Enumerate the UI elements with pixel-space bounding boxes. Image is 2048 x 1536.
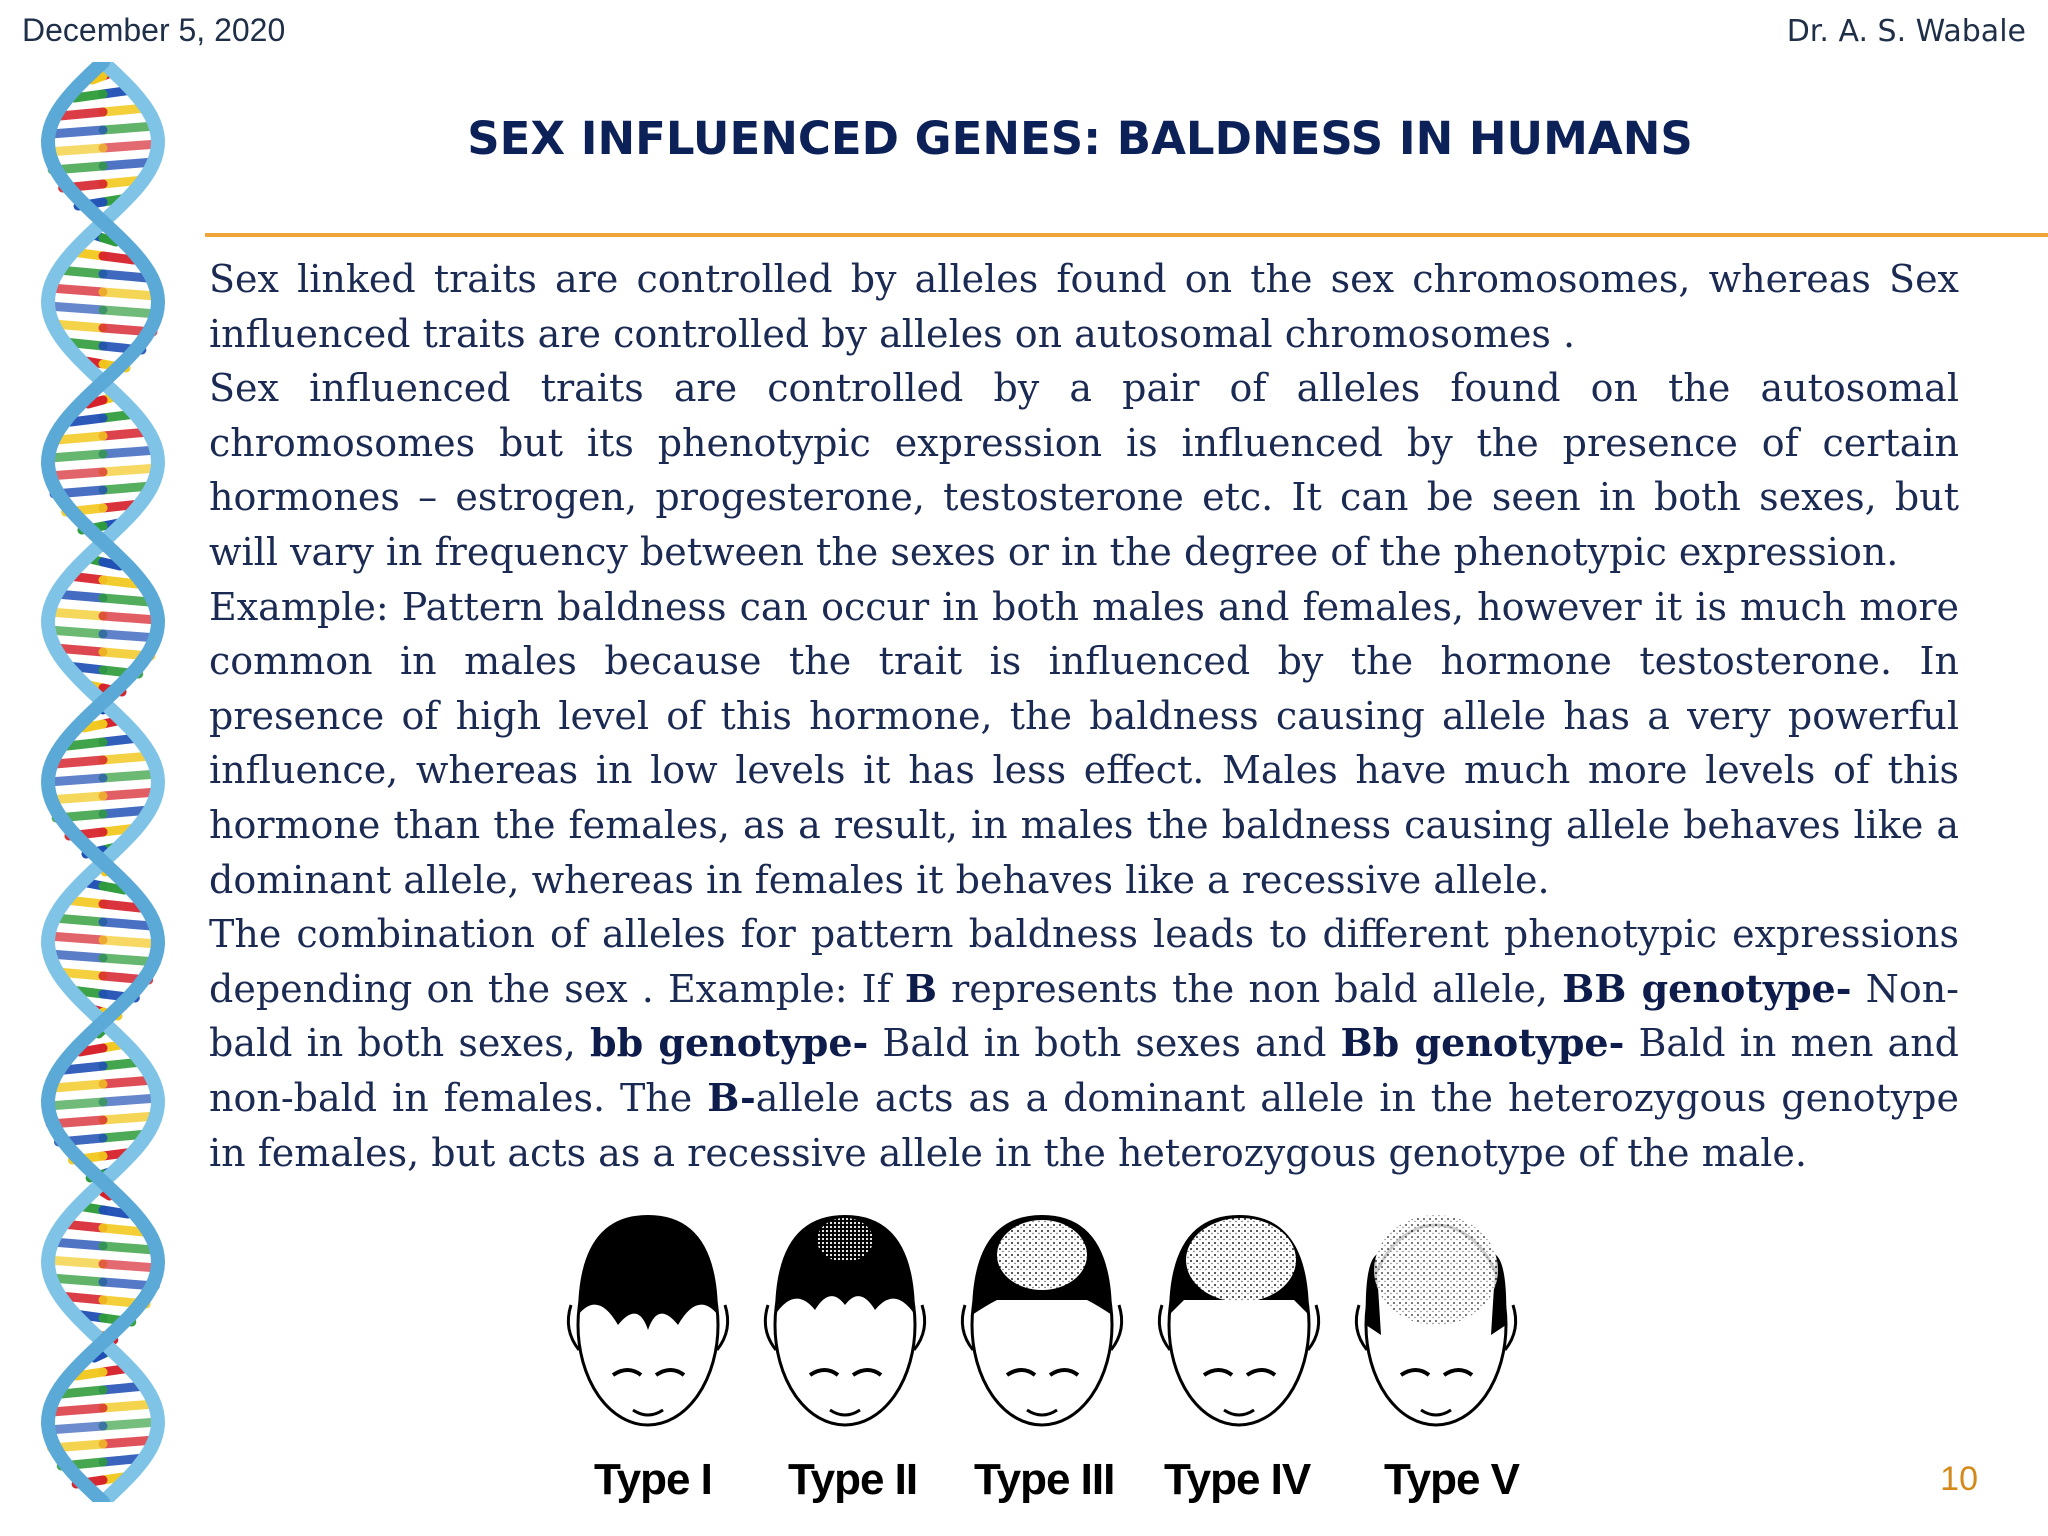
title-divider	[205, 233, 2048, 237]
header-date: December 5, 2020	[22, 12, 286, 48]
type-label-4: Type IV	[1164, 1455, 1311, 1504]
dna-helix-image	[28, 62, 178, 1502]
header-author: Dr. A. S. Wabale	[1786, 14, 2026, 49]
p4-text-2: represents the non bald allele,	[936, 966, 1563, 1011]
paragraph-1: Sex linked traits are controlled by alleles found on the sex chromosomes, whereas Sex influenced traits are controlled by alleles on autosomal chromosomes .	[209, 257, 1959, 356]
page-number: 10	[1940, 1460, 1978, 1498]
type-label-2: Type II	[788, 1455, 918, 1504]
p4-bold-3: bb genotype-	[590, 1020, 869, 1066]
p4-text-5: Bald in men and non-bald in females. The	[209, 1021, 1960, 1120]
paragraph-2: Sex influenced traits are controlled by a pair of alleles found on the autosomal chromosomes but its phenotypic expression is influenced by the presence of certain hormones – estrogen, progesterone, testosterone etc. It can be seen in both sexes, but will vary in frequency between the sexes or in the degree of the phenotypic expression.	[209, 366, 1959, 574]
p4-text-1: The combination of alleles for pattern baldness leads to different phenotypic expressions depending on the sex . Example: If	[209, 912, 1959, 1011]
type-label-5: Type V	[1384, 1455, 1520, 1504]
head-type-2	[765, 1215, 924, 1425]
p4-text-6: allele acts as a dominant allele in the heterozygous genotype in females, but acts as a recessive allele in the heterozygous genotype of the male.	[209, 1075, 1959, 1175]
head-type-1	[568, 1215, 727, 1425]
head-type-4	[1159, 1215, 1318, 1425]
paragraph-4	[209, 907, 1959, 1180]
p4-bold-1: B	[904, 965, 937, 1011]
head-type-3	[962, 1215, 1121, 1425]
p4-text-3: Non-bald in both sexes,	[209, 966, 1960, 1066]
head-type-5	[1356, 1215, 1515, 1425]
p4-bold-4: Bb genotype-	[1340, 1020, 1625, 1066]
p4-text-4: Bald in both sexes and	[868, 1021, 1341, 1066]
type-label-1: Type I	[594, 1455, 712, 1504]
paragraph-3: Example: Pattern baldness can occur in both males and females, however it is much more common in males because the trait is influenced by the hormone testosterone. In presence of high level of this hormone, the baldness causing allele has a very powerful influence, whereas in low levels it has less effect. Males have much more levels of this hormone than the females, as a result, in males the baldness causing allele behaves like a dominant allele, whereas in females it behaves like a recessive allele.	[209, 584, 1959, 902]
p4-bold-5: B-	[707, 1074, 756, 1120]
slide-title: SEX INFLUENCED GENES: BALDNESS IN HUMANS	[467, 112, 1693, 165]
slide-body	[209, 252, 1959, 1180]
type-label-3: Type III	[974, 1455, 1115, 1504]
p4-bold-2: BB genotype-	[1562, 965, 1852, 1011]
